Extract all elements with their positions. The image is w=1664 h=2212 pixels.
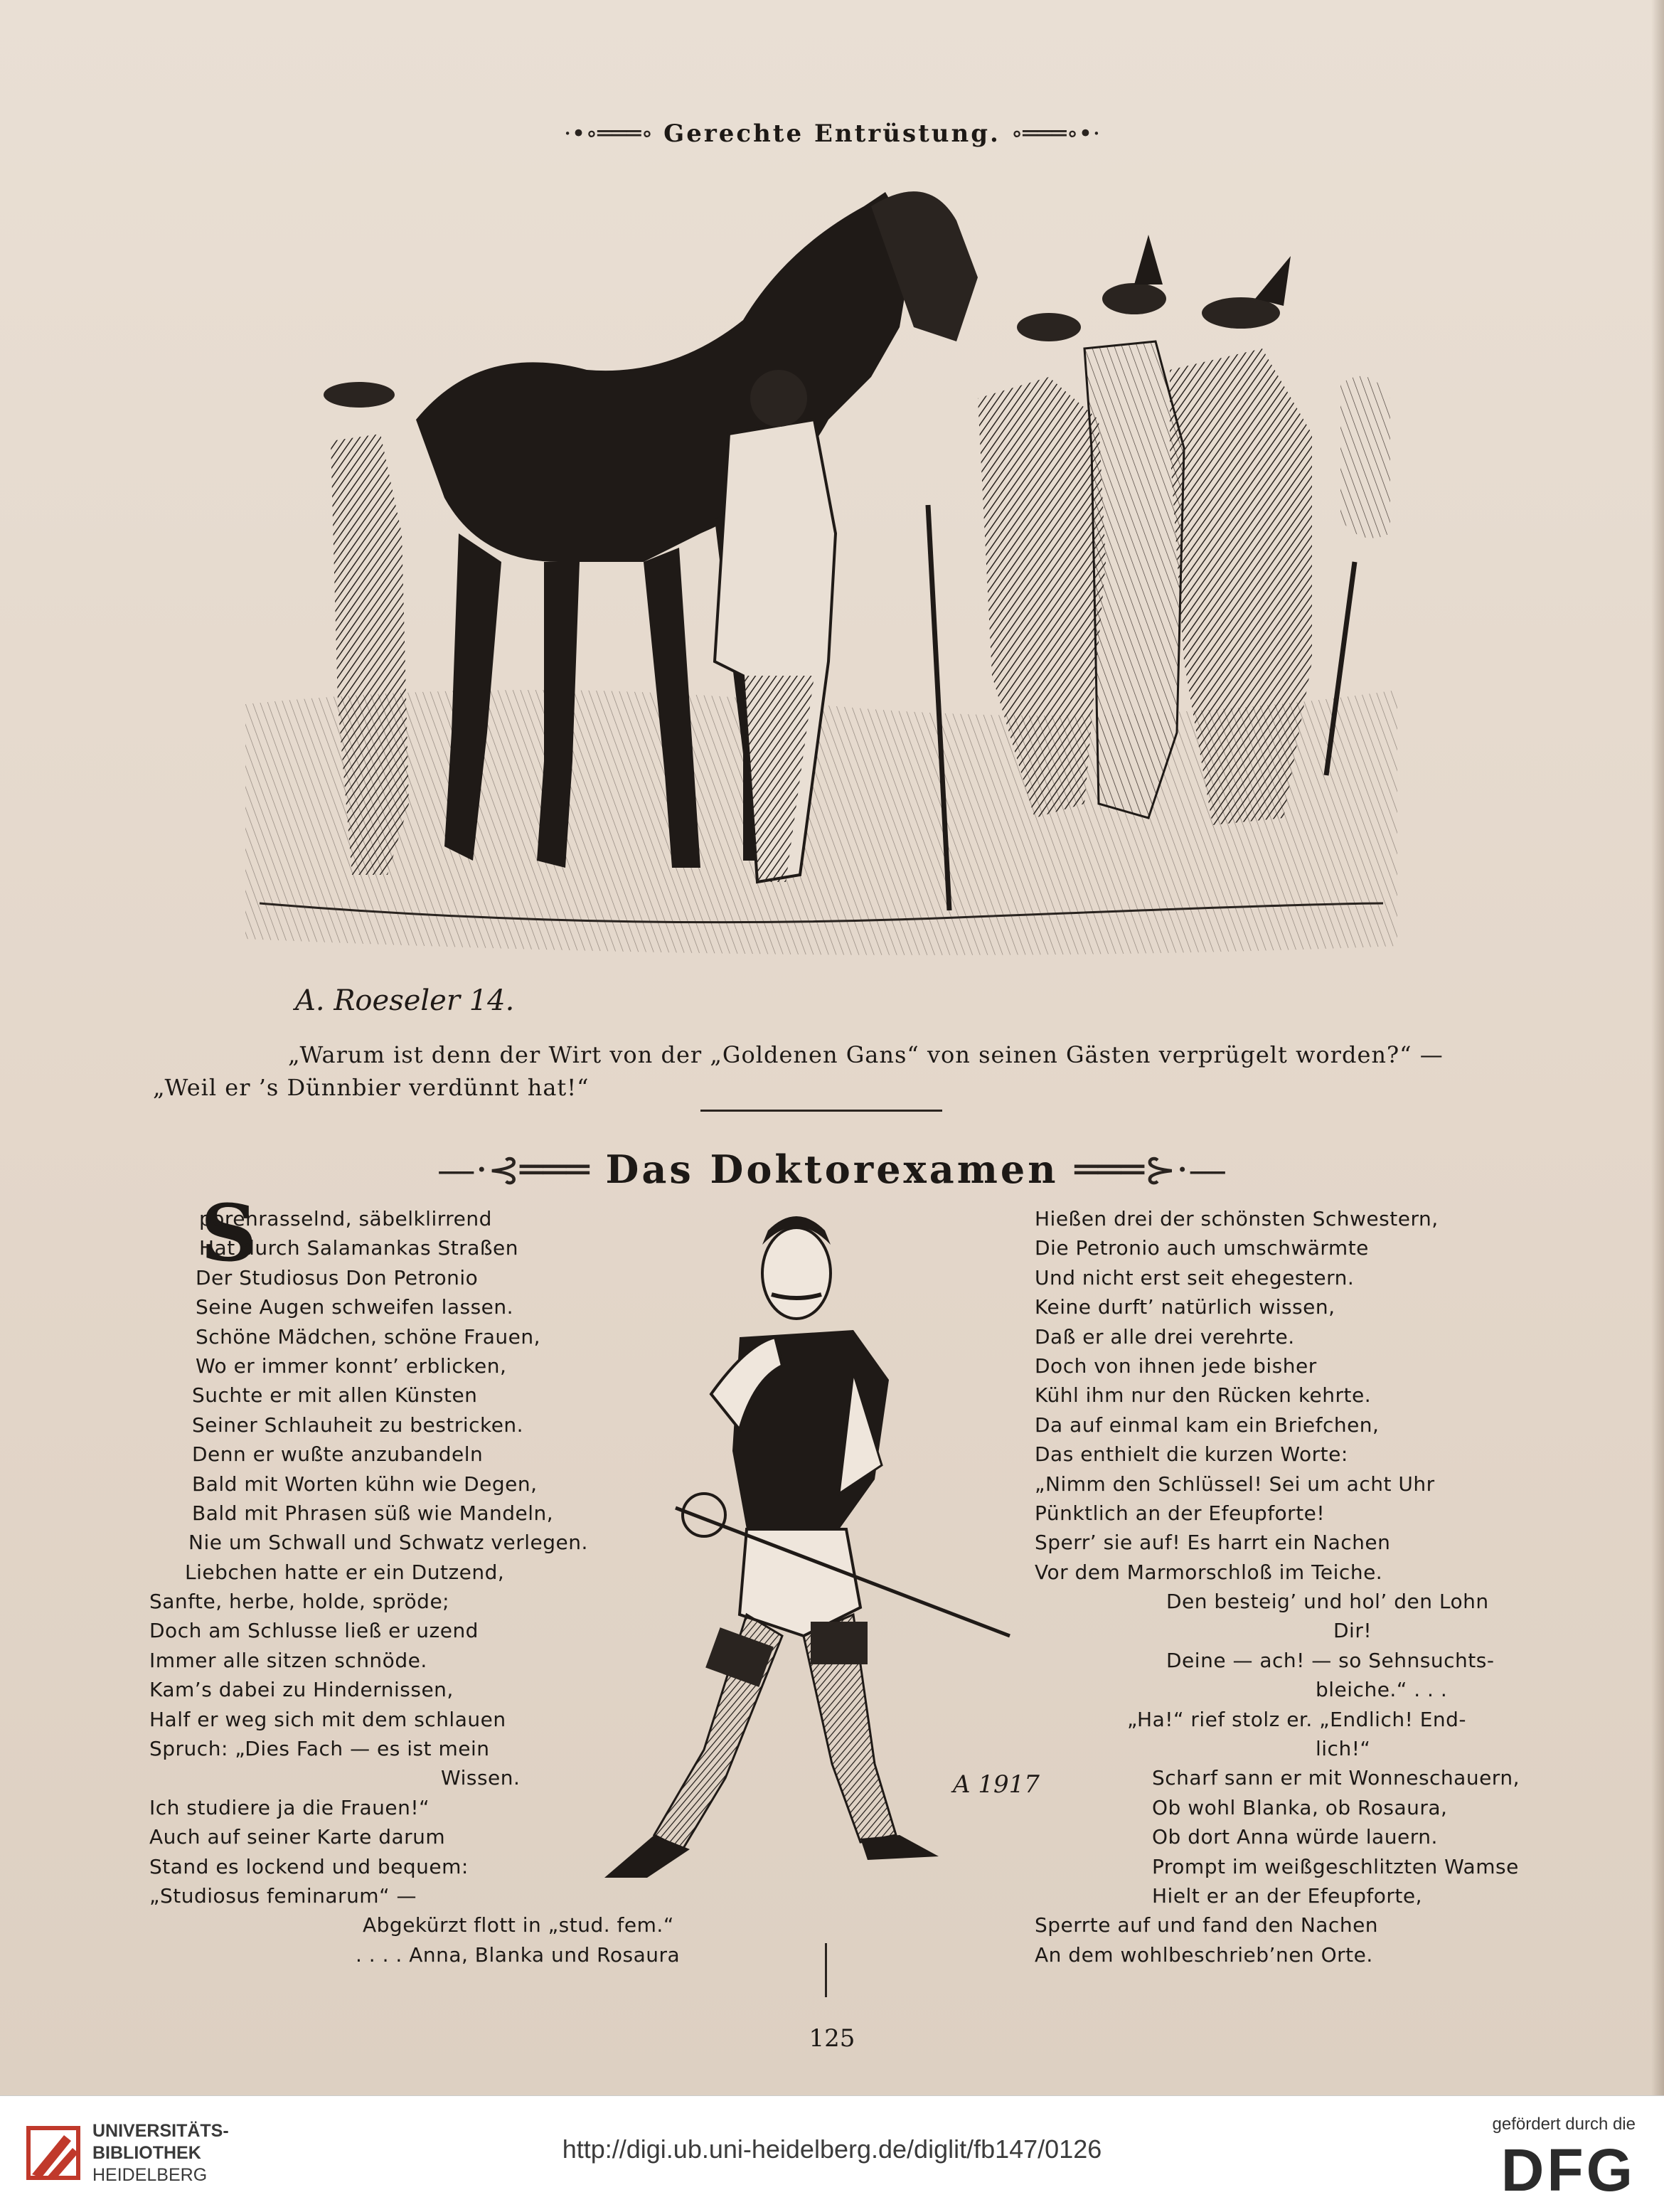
poem-line: Doch von ihnen jede bisher (1035, 1354, 1317, 1378)
poem-line: Pünktlich an der Efeupforte! (1035, 1501, 1326, 1525)
student-illustration (569, 1195, 1124, 1920)
illustration2-signature: A 1917 (953, 1770, 1040, 1799)
library-line1: UNIVERSITÄTS- (92, 2121, 229, 2141)
poem-line: Kühl ihm nur den Rücken kehrte. (1035, 1383, 1372, 1408)
poem-line: Hießen drei der schönsten Schwestern, (1035, 1207, 1439, 1230)
section-title-text: Das Doktorexamen (605, 1147, 1059, 1192)
poem-line: . . . . Anna, Blanka und Rosaura (356, 1942, 681, 1967)
poem-line: Und nicht erst seit ehegestern. (1035, 1265, 1355, 1290)
poem-line: Ob wohl Blanka, ob Rosaura, (1152, 1795, 1448, 1819)
poem-line: Bald mit Worten kühn wie Degen, (192, 1472, 538, 1496)
drop-cap: S (201, 1187, 257, 1279)
poem-line: „Ha!“ rief stolz er. „Endlich! End- (1127, 1707, 1467, 1731)
ornament-right: ∘═══∘•· (1010, 119, 1101, 148)
poem-line: Schöne Mädchen, schöne Frauen, (196, 1324, 541, 1349)
poem-line: Abgekürzt flott in „stud. fem.“ (363, 1913, 674, 1937)
header-title-text: Gerechte Entrüstung. (663, 119, 1001, 148)
poem-line: Doch am Schlusse ließ er uzend (149, 1619, 479, 1643)
poem-line: Seine Augen schweifen lassen. (196, 1295, 514, 1319)
poem-line: Vor dem Marmorschloß im Teiche. (1035, 1560, 1383, 1584)
dfg-logo: DFG (1500, 2137, 1636, 2203)
section-ornament-right: ═══⊱·— (1074, 1147, 1227, 1192)
poem-line: Hielt er an der Efeupforte, (1152, 1883, 1422, 1908)
poem-line: Die Petronio auch umschwärmte (1035, 1236, 1369, 1260)
poem-line: Half er weg sich mit dem schlauen (149, 1707, 506, 1731)
funded-by-label: gefördert durch die (1492, 2115, 1636, 2134)
poem-line: Prompt im weißgeschlitzten Wamse (1152, 1854, 1519, 1878)
document-url[interactable]: http://digi.ub.uni-heidelberg.de/diglit/fb147/0126 (562, 2134, 1102, 2164)
page-header-title (0, 119, 1664, 148)
poem-line: Ob dort Anna würde lauern. (1152, 1825, 1438, 1849)
ornament-left: ·•∘═══∘ (563, 119, 654, 148)
poem-line: Den besteig’ und hol’ den Lohn (1166, 1590, 1489, 1614)
poem-line: Der Studiosus Don Petronio (196, 1265, 479, 1290)
poem-line: Liebchen hatte er ein Dutzend, (185, 1560, 505, 1584)
page-number: 125 (809, 2024, 855, 2053)
poem-line: Auch auf seiner Karte darum (149, 1825, 446, 1849)
poem-line: Scharf sann er mit Wonneschauern, (1152, 1766, 1520, 1790)
poem-line: bleiche.“ . . . (1316, 1678, 1448, 1702)
section-ornament-left: —·⊰═══ (437, 1147, 590, 1192)
poem-line: Wo er immer konnt’ erblicken, (196, 1354, 507, 1378)
poem-line: Spruch: „Dies Fach — es ist mein (149, 1737, 490, 1761)
poem-line: Dir! (1333, 1619, 1372, 1643)
poem-line: Kam’s dabei zu Hindernissen, (149, 1678, 454, 1702)
poem-line: porenrasselnd, säbelklirrend (199, 1207, 492, 1230)
poem-line: Hat durch Salamankas Straßen (199, 1236, 518, 1260)
poem-line: Deine — ach! — so Sehnsuchts- (1166, 1648, 1495, 1672)
poem-line: Ich studiere ja die Frauen!“ (149, 1795, 430, 1819)
poem-line: Wissen. (441, 1766, 521, 1790)
column-divider (825, 1943, 827, 1997)
poem-line: Das enthielt die kurzen Worte: (1035, 1442, 1348, 1467)
poem-line: „Nimm den Schlüssel! Sei um acht Uhr (1035, 1472, 1435, 1496)
poem-line: Immer alle sitzen schnöde. (149, 1648, 427, 1672)
viewer-footer (0, 2095, 1664, 2212)
poem-line: Suchte er mit allen Künsten (192, 1383, 478, 1408)
poem-line: Stand es lockend und bequem: (149, 1854, 469, 1878)
library-line2: BIBLIOTHEK (92, 2143, 201, 2163)
horse-market-drawing (245, 164, 1397, 1031)
separator-rule (700, 1110, 942, 1112)
poem-line: Daß er alle drei verehrte. (1035, 1324, 1295, 1349)
poem-line: „Studiosus feminarum“ — (149, 1883, 417, 1908)
library-line3: HEIDELBERG (92, 2165, 208, 2185)
poem-line: Denn er wußte anzubandeln (192, 1442, 484, 1467)
poem-line: Sperr’ sie auf! Es harrt ein Nachen (1035, 1531, 1391, 1555)
poem-line: Sanfte, herbe, holde, spröde; (149, 1590, 450, 1614)
poem-line: Bald mit Phrasen süß wie Mandeln, (192, 1501, 554, 1525)
illustration1-signature: A. Roeseler 14. (295, 984, 515, 1017)
poem-line: Da auf einmal kam ein Briefchen, (1035, 1413, 1380, 1437)
poem-line: Nie um Schwall und Schwatz verlegen. (188, 1531, 588, 1555)
poem-line: Seiner Schlauheit zu bestricken. (192, 1413, 524, 1437)
poem-line: An dem wohlbeschrieb’nen Orte. (1035, 1942, 1373, 1967)
section-title (0, 1147, 1664, 1192)
student-drawing (569, 1195, 1124, 1920)
poem-line: Keine durft’ natürlich wissen, (1035, 1295, 1335, 1319)
poem-line: lich!“ (1316, 1737, 1371, 1761)
illustration-caption: „Warum ist denn der Wirt von der „Goldenen Gans“ von seinen Gästen verprügelt worden?“ — „Weil er ’s Dünnbier verdünnt hat!“ (153, 1041, 1444, 1101)
horse-market-illustration (245, 164, 1397, 1031)
poem-line: Sperrte auf und fand den Nachen (1035, 1913, 1379, 1937)
